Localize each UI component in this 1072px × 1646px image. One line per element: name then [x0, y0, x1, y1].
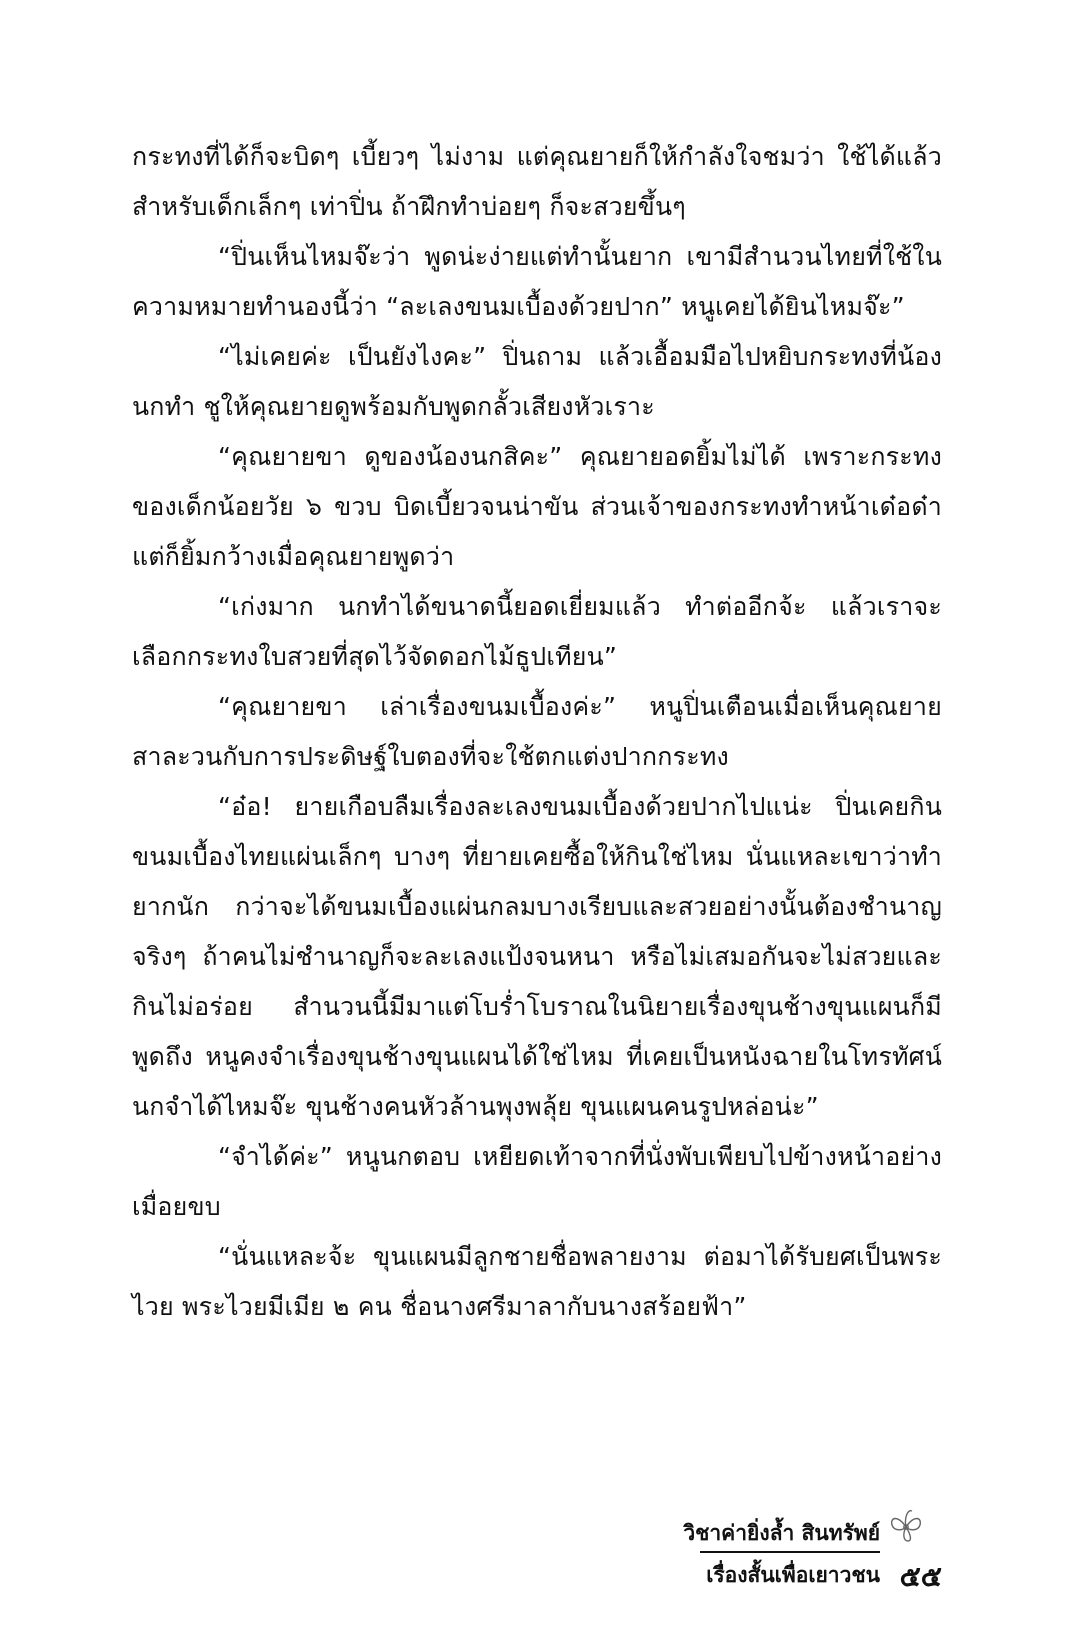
page-number: ๕๕: [899, 1560, 942, 1593]
paragraph: “นั่นแหละจ้ะ ขุนแผนมีลูกชายชื่อพลายงาม ต่อมาได้รับยศเป็นพระไวย พระไวยมีเมีย ๒ คน ชื่อนางศรีมาลากับนางสร้อยฟ้า”: [132, 1242, 942, 1321]
paragraph: “ไม่เคยค่ะ เป็นยังไงคะ” ปิ่นถาม แล้วเอื้อมมือไปหยิบกระทงที่น้องนกทำ ชูให้คุณยายดูพร้อมกับพูดกลั้วเสียงหัวเราะ: [132, 342, 942, 421]
footer-divider: [700, 1551, 880, 1553]
flower-logo-icon: [884, 1505, 928, 1545]
footer-book-subtitle: เรื่องสั้นเพื่อเยาวชน: [706, 1563, 880, 1587]
paragraph: “ปิ่นเห็นไหมจ๊ะว่า พูดน่ะง่ายแต่ทำนั้นยาก เขามีสำนวนไทยที่ใช้ในความหมายทำนองนี้ว่า “ละเลงขนมเบื้องด้วยปาก” หนูเคยได้ยินไหมจ๊ะ”: [132, 242, 942, 321]
paragraph: “คุณยายขา ดูของน้องนกสิคะ” คุณยายอดยิ้มไม่ได้ เพราะกระทงของเด็กน้อยวัย ๖ ขวบ บิดเบี้ยวจนน่าขัน ส่วนเจ้าของกระทงทำหน้าเด๋อด๋า แต่ก็ยิ้มกว้างเมื่อคุณยายพูดว่า: [132, 442, 942, 571]
paragraph: กระทงที่ได้ก็จะบิดๆ เบี้ยวๆ ไม่งาม แต่คุณยายก็ให้กำลังใจชมว่า ใช้ได้แล้วสำหรับเด็กเล็กๆ เท่าปิ่น ถ้าฝึกทำบ่อยๆ ก็จะสวยขึ้นๆ: [132, 142, 942, 221]
body-text: [132, 132, 942, 1332]
page-footer: [582, 1505, 942, 1605]
footer-book-title: วิชาค่ายิ่งล้ำ สินทรัพย์: [683, 1521, 880, 1545]
paragraph: “จำได้ค่ะ” หนูนกตอบ เหยียดเท้าจากที่นั่งพับเพียบไปข้างหน้าอย่างเมื่อยขบ: [132, 1142, 942, 1221]
paragraph: “อ๋อ! ยายเกือบลืมเรื่องละเลงขนมเบื้องด้วยปากไปแน่ะ ปิ่นเคยกินขนมเบื้องไทยแผ่นเล็กๆ บางๆ ที่ยายเคยซื้อให้กินใช่ไหม นั่นแหละเขาว่าทำยากนัก กว่าจะได้ขนมเบื้องแผ่นกลมบางเรียบและสวยอย่างนั้นต้องชำนาญจริงๆ ถ้าคนไม่ชำนาญก็จะละเลงแป้งจนหนา หรือไม่เสมอกันจะไม่สวยและกินไม่อร่อย สำนวนนี้มีมาแต่โบร่ำโบราณในนิยายเรื่องขุนช้างขุนแผนก็มีพูดถึง หนูคงจำเรื่องขุนช้างขุนแผนได้ใช่ไหม ที่เคยเป็นหนังฉายในโทรทัศน์ นกจำได้ไหมจ๊ะ ขุนช้างคนหัวล้านพุงพลุ้ย ขุนแผนคนรูปหล่อน่ะ”: [132, 792, 942, 1121]
paragraph: “เก่งมาก นกทำได้ขนาดนี้ยอดเยี่ยมแล้ว ทำต่ออีกจ้ะ แล้วเราจะเลือกกระทงใบสวยที่สุดไว้จัดดอกไม้ธูปเทียน”: [132, 592, 942, 671]
paragraph: “คุณยายขา เล่าเรื่องขนมเบื้องค่ะ” หนูปิ่นเตือนเมื่อเห็นคุณยายสาละวนกับการประดิษฐ์ใบตองที่จะใช้ตกแต่งปากกระทง: [132, 692, 942, 771]
